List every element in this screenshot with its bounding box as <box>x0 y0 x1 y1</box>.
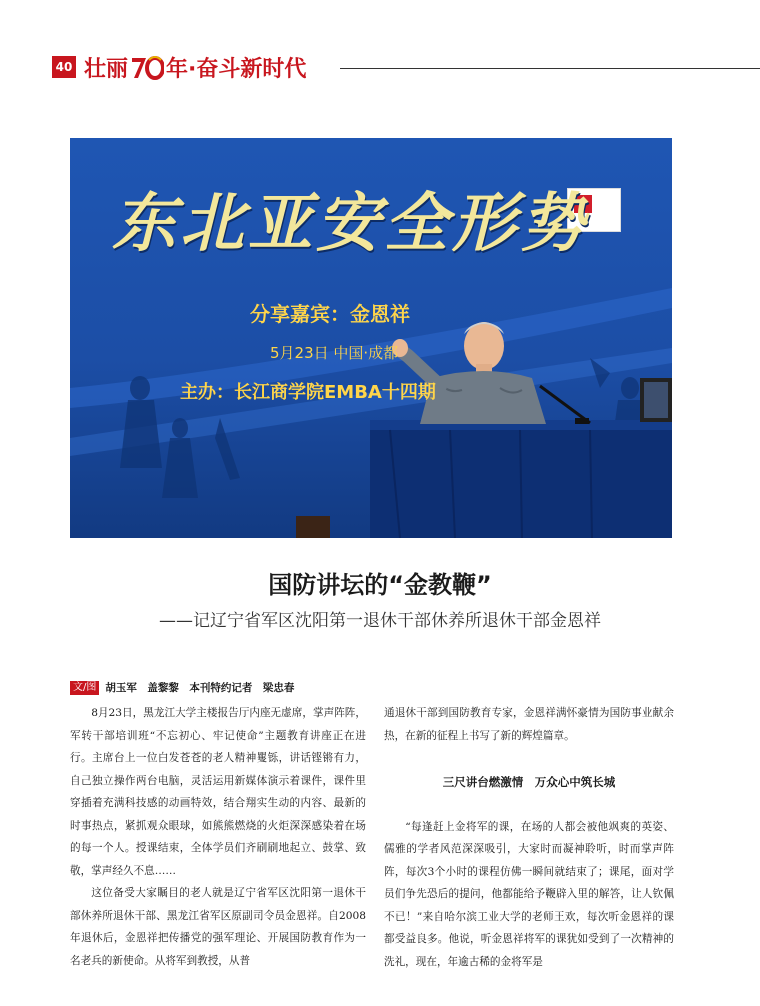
banner-date: 5月23日 中国·成都 <box>270 344 399 362</box>
section-heading: 三尺讲台燃激情 万众心中筑长城 <box>442 775 616 789</box>
column-header <box>84 52 306 82</box>
header-title-part1: 壮丽 <box>84 56 129 82</box>
header-rule <box>340 68 760 69</box>
paragraph: “每逢赶上金将军的课，在场的人都会被他飒爽的英姿、儒雅的学者风范深深吸引，大家时而凝神聆听，时而掌声阵阵，每次3个小时的课程仿佛一瞬间就结束了；课尾，面对学员们争先恐后的提问，他都能给予鞭辟入里的解答，让人钦佩不已！”来自哈尔滨工业大学的老师王欢，每次听金恩祥的课都受益良多。他说，听金恩祥将军的课犹如受到了一次精神的洗礼，现在，年逾古稀的金将军是 <box>384 820 674 968</box>
paragraph: 这位备受大家瞩目的老人就是辽宁省军区沈阳第一退休干部休养所退休干部、黑龙江省军区原副司令员金恩祥。自2008年退休后，金恩祥把传播党的强军理论、开展国防教育作为一名老兵的新使命。从将军到教授，从普 <box>70 887 366 967</box>
header-title-part2: 年·奋斗新时代 <box>166 56 307 82</box>
article-title: 国防讲坛的“金教鞭” <box>268 571 492 599</box>
article-subtitle: ——记辽宁省军区沈阳第一退休干部休养所退休干部金恩祥 <box>159 611 601 631</box>
seventy-emblem-icon <box>130 54 164 80</box>
paragraph-continued: 通退休干部到国防教育专家，金恩祥满怀豪情为国防事业献余热，在新的征程上书写了新的辉煌篇章。 <box>384 707 674 742</box>
byline-names: 胡玉军 盖黎黎 本刊特约记者 梁忠春 <box>105 682 295 694</box>
byline <box>70 680 294 695</box>
byline-tag: 文/图 <box>70 681 99 695</box>
banner-title: 东北亚安全形势 <box>112 186 588 261</box>
paragraph: 8月23日，黑龙江大学主楼报告厅内座无虚席，掌声阵阵，军转干部培训班“不忘初心、牢记使命”主题教育讲座正在进行。主席台上一位白发苍苍的老人精神矍铄，讲话铿锵有力，自己独立操作两台电脑，灵活运用新媒体演示着课件，课件里穿插着充满科技感的动画特效，结合翔实生动的内容、最新的时事热点，紧抓观众眼球，如熊熊燃烧的火炬深深感染着在场的每一个人。授课结束，全体学员们齐刷刷地起立、鼓掌、致敬，掌声经久不息…… <box>70 707 366 877</box>
right-column <box>384 696 674 973</box>
left-column <box>70 696 366 972</box>
article-photo <box>70 138 672 538</box>
banner-guest: 分享嘉宾：金恩祥 <box>250 302 410 326</box>
banner-host: 主办：长江商学院EMBA十四期 <box>180 382 436 403</box>
page-number: 40 <box>52 56 76 78</box>
